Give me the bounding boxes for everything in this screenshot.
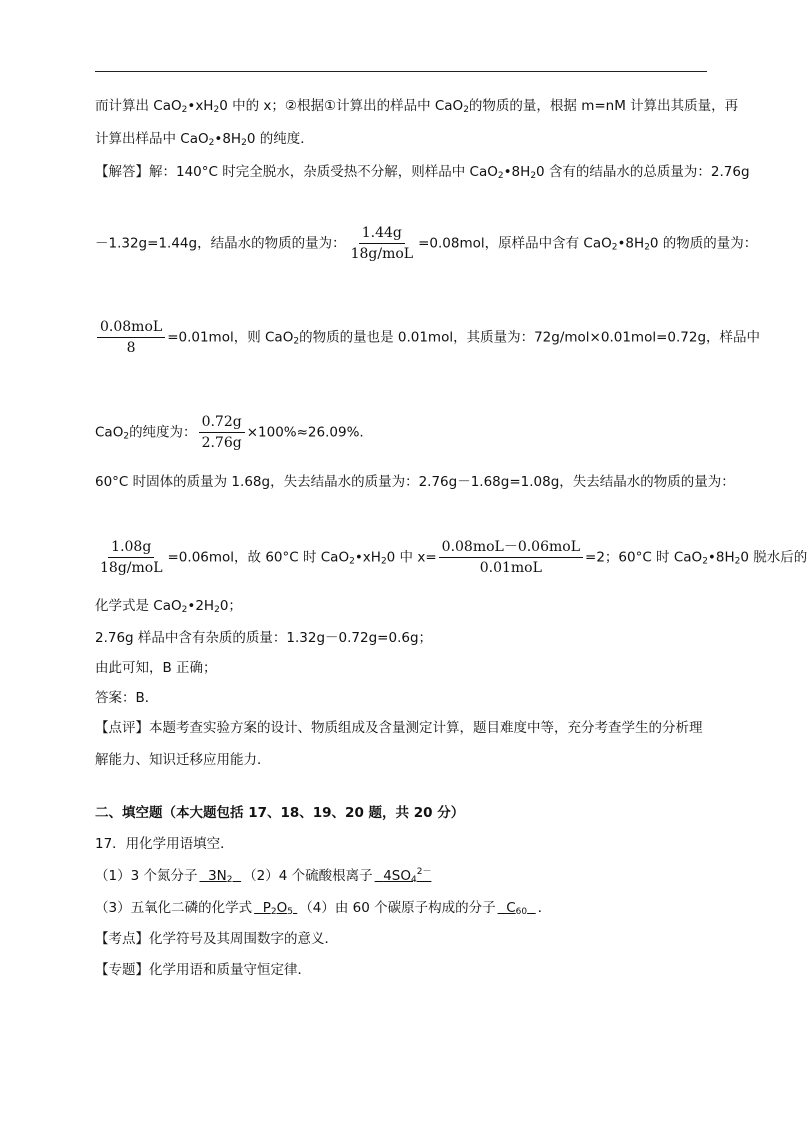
question-17-part-3-4: （3）五氧化二磷的化学式 $P_2O_5$ （4）由 60 个碳原子构成的分子 $C_{60}$ ． — [95, 900, 552, 917]
text-line-6: CaO$_2$的纯度为： $\frac{0.72g}{2.76g}$ ×100%≈26.09%. — [95, 414, 364, 451]
zhuanti-line: 【专题】化学用语和质量守恒定律． — [95, 962, 311, 978]
text-line-10: 2.76g 样品中含有杂质的质量：1.32g－0.72g=0.6g； — [95, 630, 433, 646]
answer-2: $4SO_4^{2-}$ — [383, 867, 432, 885]
answer-1: $3N_2$ — [208, 868, 233, 885]
fraction-water-moles: $\frac{1.44g}{\text{18g/moL}}$ — [350, 225, 414, 262]
answer-4: $C_{60}$ — [506, 900, 528, 917]
text-line-1: 而计算出 $CaO_2•xH_20$ 中的 x；②根据①计算出的样品中 CaO$_2$的物质的量，根据 m=nM 计算出其质量，再 — [95, 98, 739, 115]
text-line-2: 计算出样品中 $CaO_2•8H_20$ 的纯度． — [95, 131, 314, 148]
fraction-cao2-moles: $\frac{\text{0.08moL}}{8}$ — [97, 318, 165, 357]
question-17: 17．用化学用语填空． — [95, 836, 234, 852]
kaodian-line: 【考点】化学符号及其周围数字的意义． — [95, 931, 338, 947]
comment-line-2: 解能力、知识迁移应用能力． — [95, 752, 271, 768]
question-17-part-1-2: （1）3 个氮分子 $3N_2$ （2）4 个硫酸根离子 $4SO_4^{2-}$ — [95, 867, 432, 885]
text-line-9: 化学式是 $CaO_2•2H_20$； — [95, 598, 242, 615]
text-line-3: 【解答】解：140°C 时完全脱水，杂质受热不分解，则样品中 $CaO_2•8H_20$ 含有的结晶水的总质量为：2.76g — [95, 164, 750, 181]
answer-3: $P_2O_5$ — [262, 900, 293, 917]
text-line-8: $\frac{1.08g}{\text{18g/moL}}$ =0.06mol，故 60°C 时 $CaO_2•xH_20$ 中 x= $\frac{\text{0.08moL－0.06moL}}{\text{0.01moL}}$ =2；60°C 时 $CaO_2•8H_20$ 脱水后的 — [95, 538, 807, 577]
text-line-4: －1.32g=1.44g，结晶水的物质的量为： $\frac{1.44g}{\text{18g/moL}}$ =0.08mol，原样品中含有 $CaO_2•8H_20$ 的物质的量为： — [95, 225, 758, 262]
text-line-5: $\frac{\text{0.08moL}}{8}$ =0.01mol，则 CaO$_2$的物质的量也是 0.01mol，其质量为：72g/mol×0.01mol=0.72g，样品中 — [95, 318, 760, 357]
fraction-x-value: $\frac{\text{0.08moL－0.06moL}}{\text{0.01moL}}$ — [439, 538, 583, 577]
fraction-purity: $\frac{0.72g}{2.76g}$ — [199, 413, 245, 452]
section-heading: 二、填空题（本大题包括 17、18、19、20 题，共 20 分） — [95, 805, 465, 821]
comment-line-1: 【点评】本题考查实验方案的设计、物质组成及含量测定计算，题目难度中等，充分考查学生的分析理 — [95, 720, 703, 736]
header-rule — [95, 71, 707, 72]
text-line-7: 60°C 时固体的质量为 1.68g，失去结晶水的质量为：2.76g－1.68g=1.08g，失去结晶水的物质的量为： — [95, 474, 735, 490]
text-line-12: 答案：B． — [95, 690, 159, 706]
text-line-11: 由此可知，B 正确； — [95, 660, 217, 676]
fraction-lost-water: $\frac{1.08g}{\text{18g/moL}}$ — [100, 539, 163, 576]
